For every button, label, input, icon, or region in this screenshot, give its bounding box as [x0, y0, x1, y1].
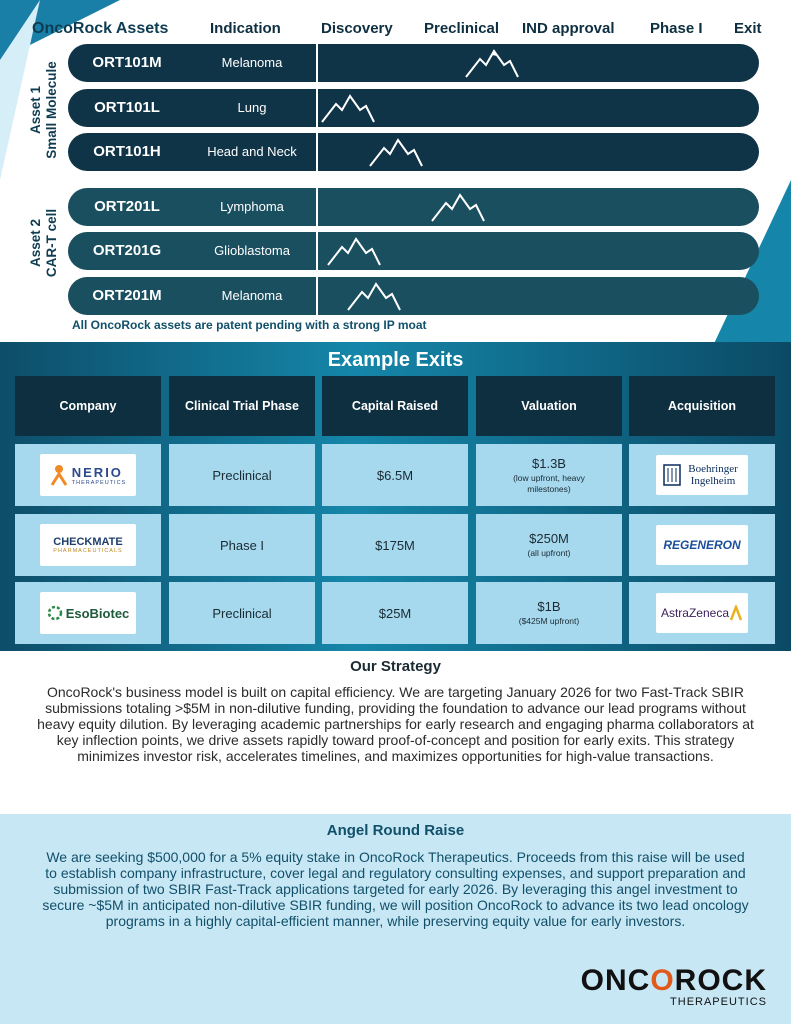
row-indication: Head and Neck: [207, 144, 297, 159]
oncorock-logo: [581, 966, 767, 1008]
capital-cell: $175M: [322, 514, 468, 576]
exits-title: Example Exits: [327, 349, 464, 371]
esobiotec-gear-icon: [47, 605, 63, 621]
ip-note: All OncoRock assets are patent pending with a strong IP moat: [72, 318, 427, 332]
row-indication: Melanoma: [221, 288, 283, 303]
company-cell: [15, 444, 161, 506]
valuation-note: ($425M upfront): [518, 616, 580, 626]
row-indication: Lymphoma: [220, 199, 284, 214]
strategy-text: OncoRock's business model is built on capital efficiency. We are targeting January 2026 for two Fast-Track SBIR submissions totaling >$5M in non-dilutive funding, providing the foundation to advance our lead programs without heavy equity dilution. By leveraging academic partnerships for early research and engaging pharma collaborators at key inflection points, we drive assets rapidly toward proof-of-concept and position for early exits. This strategy minimizes investor risk, accelerates timelines, and maximizes opportunities for high-value transactions.: [37, 684, 754, 764]
boehringer-logo: Boehringer Ingelheim: [656, 455, 748, 495]
phase-cell: Phase I: [169, 514, 315, 576]
pipeline-title: OncoRock Assets: [32, 20, 169, 37]
mountain-progress-icon: [346, 280, 402, 312]
row-indication: Lung: [237, 100, 267, 115]
row-divider: [316, 44, 318, 82]
mountain-progress-icon: [326, 235, 382, 267]
mountain-progress-icon: [368, 136, 424, 168]
valuation-note: (low upfront, heavy milestones): [513, 472, 585, 494]
valuation-cell: [476, 582, 622, 644]
phase-cell: Preclinical: [169, 444, 315, 506]
mountain-progress-icon: [430, 191, 486, 223]
valuation-cell: [476, 514, 622, 576]
pipeline-row-ort201g: [68, 232, 759, 270]
acquirer-cell: [629, 582, 775, 644]
valuation-value: $250M: [529, 531, 569, 546]
acquirer-cell: [629, 514, 775, 576]
example-exits-section: [0, 342, 791, 651]
col-indication: Indication: [210, 20, 281, 37]
row-code: ORT201G: [92, 242, 162, 259]
row-code: ORT101H: [93, 143, 161, 160]
header-phase: Clinical Trial Phase: [169, 376, 315, 436]
boehringer-mark-icon: [663, 464, 681, 486]
phase-cell: Preclinical: [169, 582, 315, 644]
company-cell: [15, 514, 161, 576]
col-ind-approval: IND approval: [522, 20, 615, 37]
angel-round-section: [0, 814, 791, 1024]
angel-title: Angel Round Raise: [326, 822, 465, 839]
col-phase-1: Phase I: [650, 20, 703, 37]
row-code: ORT101M: [92, 54, 162, 71]
pipeline-row-ort101m: [68, 44, 759, 82]
pipeline-row-ort201m: [68, 277, 759, 315]
col-exit: Exit: [734, 20, 762, 37]
nerio-mark-icon: [50, 464, 68, 486]
row-indication: Glioblastoma: [214, 243, 290, 258]
header-capital: Capital Raised: [322, 376, 468, 436]
valuation-value: $1.3B: [532, 455, 566, 471]
header-acquisition: Acquisition: [629, 376, 775, 436]
row-divider: [316, 133, 318, 171]
asset-2-name: Asset 2: [28, 218, 43, 268]
pipeline-row-ort101h: [68, 133, 759, 171]
astrazeneca-mark-icon: [729, 605, 743, 621]
col-discovery: Discovery: [321, 20, 393, 37]
asset-2-type: CAR-T cell: [44, 208, 59, 278]
esobiotec-logo: EsoBiotec: [40, 592, 136, 634]
capital-cell: $6.5M: [322, 444, 468, 506]
row-code: ORT201M: [92, 287, 162, 304]
asset-1-type: Small Molecule: [44, 61, 59, 159]
row-divider: [316, 277, 318, 315]
pipeline-row-ort201l: [68, 188, 759, 226]
astrazeneca-logo: AstraZeneca: [656, 593, 748, 633]
brand-subtitle: THERAPEUTICS: [670, 996, 767, 1008]
col-preclinical: Preclinical: [424, 20, 500, 37]
company-cell: [15, 582, 161, 644]
asset-2-label: [28, 183, 64, 303]
mountain-progress-icon: [464, 47, 520, 79]
mountain-progress-icon: [320, 92, 376, 124]
valuation-note: (all upfront): [527, 548, 571, 558]
nerio-logo: NERIO THERAPEUTICS: [40, 454, 136, 496]
capital-cell: $25M: [322, 582, 468, 644]
row-divider: [316, 89, 318, 127]
acquirer-cell: [629, 444, 775, 506]
pipeline-header: [0, 18, 791, 42]
brand-name: ONCOROCK: [580, 964, 767, 997]
row-indication: Melanoma: [221, 55, 283, 70]
valuation-value: $1B: [537, 599, 561, 614]
strategy-title: Our Strategy: [350, 658, 441, 675]
valuation-cell: [476, 444, 622, 506]
header-company: Company: [15, 376, 161, 436]
regeneron-logo: REGENERON: [656, 525, 748, 565]
checkmate-logo: CHECKMATE PHARMACEUTICALS: [40, 524, 136, 566]
row-code: ORT101L: [94, 99, 160, 116]
asset-1-name: Asset 1: [28, 85, 43, 135]
row-code: ORT201L: [94, 198, 160, 215]
row-divider: [316, 232, 318, 270]
angel-text: We are seeking $500,000 for a 5% equity stake in OncoRock Therapeutics. Proceeds from this raise will be used to establish company infrastructure, cover legal and regulatory consulting expenses, and support preparation and submission of two SBIR Fast-Track applications targeted for early 2026. By leveraging this angel investment to secure ~$5M in anticipated non-dilutive SBIR funding, we will position OncoRock to advance its two lead oncology programs in a highly capital-efficient manner, while preserving equity value for early investors.: [42, 849, 749, 929]
pipeline-row-ort101l: [68, 89, 759, 127]
row-divider: [316, 188, 318, 226]
header-valuation: Valuation: [476, 376, 622, 436]
asset-1-label: [28, 50, 64, 170]
